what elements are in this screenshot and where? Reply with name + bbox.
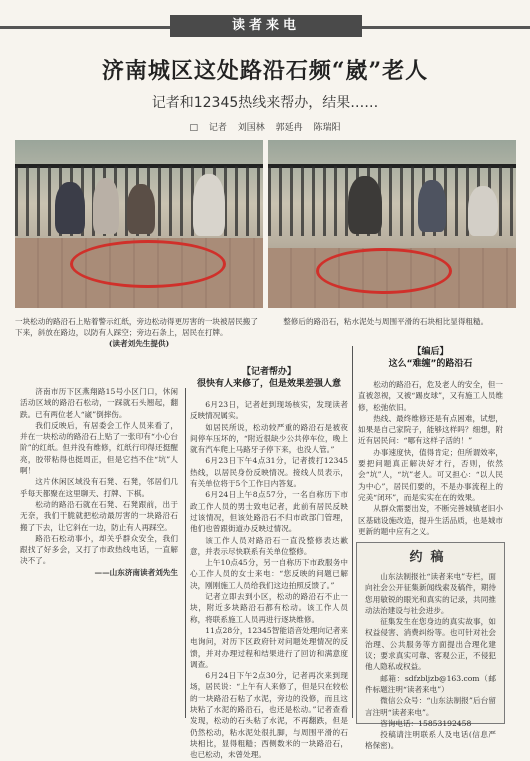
notice-paragraph: 投稿请注明联系人及电话(信息严格保密)。 — [365, 730, 496, 751]
photo-before — [15, 140, 263, 308]
paragraph: 松动的路沿石，危及老人的安全，但一直被忽视，又被“踢皮球”，又有施工人员维修，松弛依旧。 — [358, 380, 503, 412]
paragraph: 我们反映后，有居委会工作人员来看了，并在一块松动的路沿石上贴了一张印有“小心台阶”的红纸。但并没有维修，红纸行印得还挺醒亮，胶带粘得也挺周正，但是它挡不住“坑”人啊！ — [20, 420, 178, 476]
photo-credit: (读者刘先生提供) — [108, 339, 170, 348]
paragraph: 6月24日上午8点57分，一名自称历下市政工作人员的男士致电记者，此前有居民反映过该情况，但该处路沿石不归市政部门管理，他们也曾跟街道办反映过情况。 — [190, 490, 348, 534]
byline-name: 郭延冉 — [275, 123, 303, 133]
column-rule — [352, 346, 353, 718]
subheadline: 记者和12345热线来帮办，结果…… — [151, 95, 379, 111]
paragraph: 从群众需要出发，不断完善城镇老旧小区基础设施改造，提升生活品质，也是城市更新的题中应有之义。 — [358, 504, 503, 536]
reader-signoff: ——山东济南读者刘先生 — [94, 567, 178, 577]
notice-paragraph: 征集发生在您身边的真实故事，如权益侵害、消费纠纷等。也可针对社会治理、公共服务等方面提出合理化建议；要求真实可靠、客观公正，不侵犯他人隐私或权益。 — [365, 617, 496, 672]
paragraph: 该工作人员对路沿石一直没整修表达歉意，并表示尽快联系有关单位整修。 — [190, 535, 348, 556]
paragraph: 6月23日，记者赶到现场核实，发现读者反映情况属实。 — [190, 400, 348, 421]
paragraph: 上午10点45分，另一自称历下市政服务中心工作人员的女士来电：“您反映的问题已解决，刚刚施工人员给我们这边拍照反馈了。” — [190, 558, 348, 590]
section-banner: 读者来电 — [170, 15, 362, 37]
notice-email: 邮箱：sdfzbljzb@163.com（邮件标题注明“读者来电”） — [365, 673, 496, 694]
paragraph: 这片休闲区域没有石凳、石凳，邻居们几乎每天都聚在这里聊天、打牌、下棋。 — [20, 477, 178, 498]
paragraph: 济南市历下区燕翔路15号小区门口，休闲活动区域的路沿石松动，一踩就石头翘起，翻跌。已有两位老人“崴”倒摔伤。 — [20, 387, 178, 419]
annotation-ring — [316, 248, 452, 294]
paragraph: 如居民所说，松动较严重的路沿石是被夜间停车压坏的，“附近很缺少公共停车位，晚上就有汽车爬上马路牙子停下来，也没人管。” — [190, 422, 348, 455]
paragraph: 记者立即去到小区，松动的路沿石不止一块，附近多块路沿石都有松动。该工作人员称，将联系施工人员再进行逐块维修。 — [190, 592, 348, 624]
call-for-submissions-box — [356, 542, 505, 751]
notice-paragraph: 山东法制报社“读者来电”专栏，面向社会公开征集新闻线索及稿件，期待您用敏锐的眼光和真实的记录，共同推动法治建设与社会进步。 — [365, 572, 496, 615]
annotation-ring — [70, 240, 226, 288]
headline: 济南城区这处路沿石频“崴”老人 — [101, 58, 429, 84]
photo-caption-left — [15, 316, 263, 349]
notice-phone: 咨询电话：15853192458 — [380, 718, 472, 728]
byline-name: 陈瑞阳 — [313, 123, 341, 133]
column-rule — [185, 388, 186, 718]
byline-label: 记者 — [208, 123, 227, 133]
section-tag: 【记者帮办】 — [241, 367, 296, 377]
section-title: 这么“难缠”的路沿石 — [388, 359, 473, 369]
section-title: 很快有人来修了，但是效果差强人意 — [196, 379, 341, 389]
photo-after — [268, 140, 516, 308]
paragraph: 6月23日下午4点31分，记者拨打12345热线，以居民身份反映情况。接线人员表示，有关单位将于5个工作日内答复。 — [190, 456, 348, 489]
section-tag: 【编后】 — [412, 347, 449, 357]
byline-name: 刘国林 — [237, 123, 265, 133]
paragraph: 办事速度快，值得肯定；但所谓效率，要把问题真正解决好才行，否则，依然会“坑”人，“坑”老人。可又担心：“以人民为中心”，居民们要的，不是办事流程上的完美“闭环”，而是实实在在的效果。 — [358, 447, 503, 502]
byline-mark: □ — [189, 123, 198, 133]
paragraph: 热线、最终维修还是有点困难，试想，如果是自己家院子，能够这样吗？细想，附近有居民问：“哪有这样子活的！” — [358, 413, 503, 446]
mid-article — [190, 366, 348, 761]
paragraph: 6月24日下午2点30分，记者再次来到现场，居民说：“上午有人来修了，但是只在较松的一块路沿石粘了水泥，旁边的没修，而且这块粘了水泥的路沿石，也还是松动。”记者查看发现，松动的石头粘了水泥，不再翻跌，但是仍然松动，粘水泥处很扎脚，与周围平滑的石块相比，显得粗糙；西侧数米的一块路沿石，也已松动，未曾处理。 — [190, 671, 348, 760]
photo-caption-right: 整修后的路沿石，粘水泥处与周围平滑的石块相比显得粗糙。 — [283, 317, 489, 326]
paragraph: 松动的路沿石就在石凳、石凳跟前，出于无奈，我们干脆就把松动最厉害的一块路沿石搬了下去，让它斜在一边，防止有人再踩空。 — [20, 499, 178, 532]
left-article — [20, 386, 178, 578]
notice-wechat: 微信公众号：“山东法制报”后台留言注明“读者来电”。 — [365, 696, 496, 717]
byline — [0, 122, 530, 134]
paragraph: 路沿石松动事小，却关乎群众安全，我们跟找了好多会，又打了市政热线电话，一直解决不了。 — [20, 533, 178, 566]
right-article — [358, 346, 503, 537]
paragraph: 11点28分，12345智能语音处理向记者来电询问，对历下区政府针对问题处理情况的反馈，并对办理过程和结果进行了回访和满意度调查。 — [190, 625, 348, 669]
caption-text: 一块松动的路沿石上贴着警示红纸，旁边松动得更厉害的一块被居民搬了下来，斜放在路边，以防有人踩空；旁边石条上，居民在打牌。 — [15, 317, 258, 337]
notice-title: 约稿 — [409, 550, 452, 565]
